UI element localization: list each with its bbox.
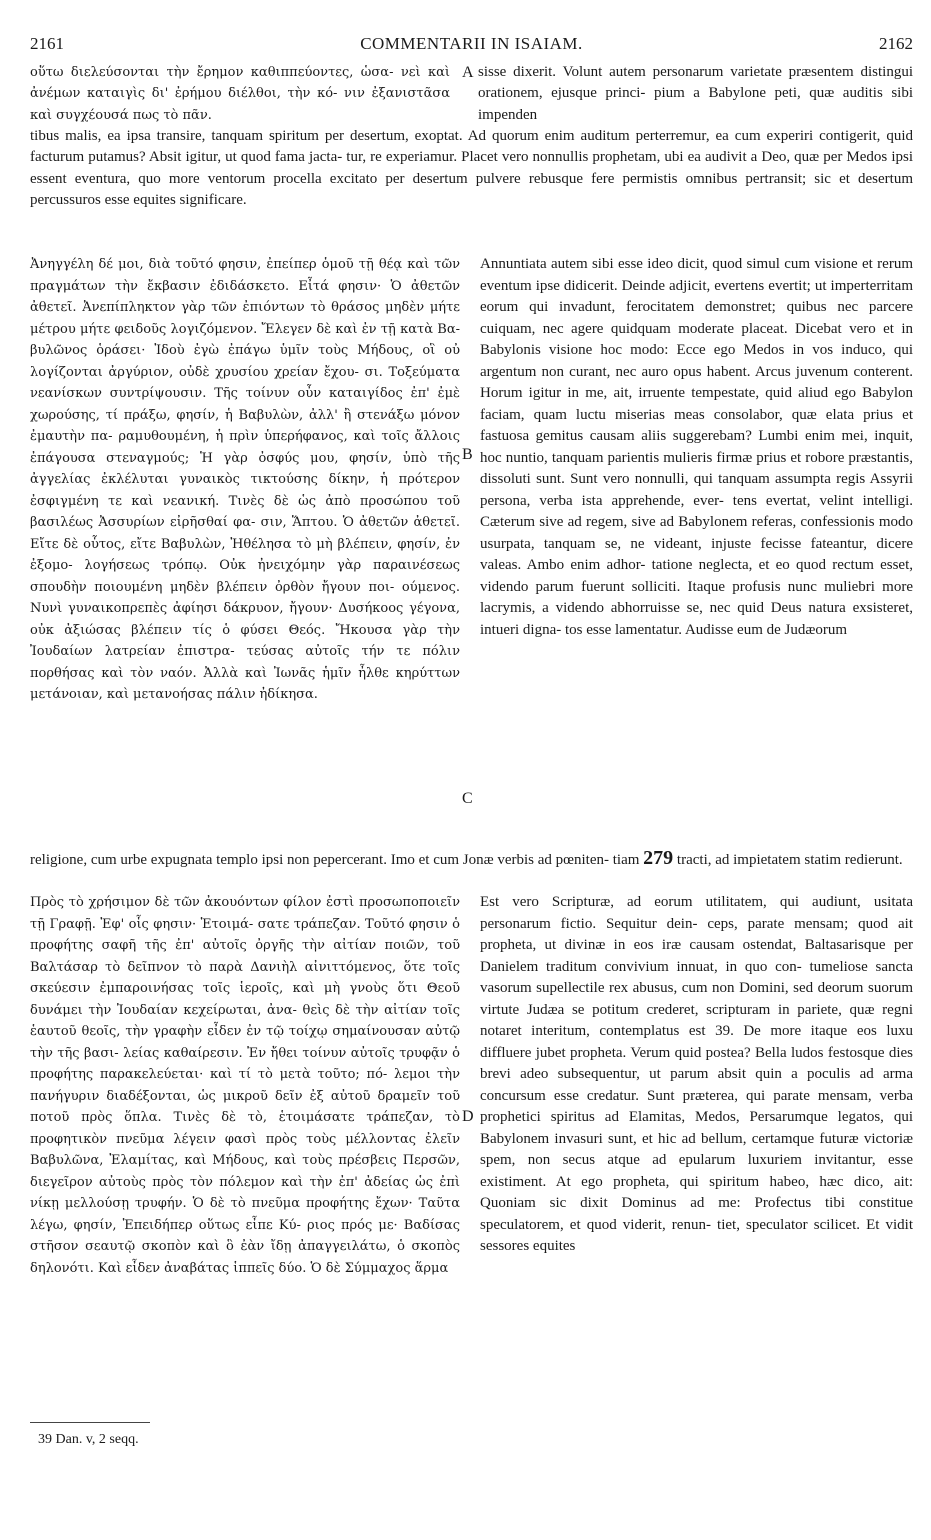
margin-marker-d: D	[462, 1108, 474, 1125]
greek-paragraph-2: Ἀνηγγέλη δέ μοι, διὰ τοῦτό φησιν, ἐπείπερ ὁμοῦ τῇ θέᾳ καὶ τῶν πραγμάτων τὴν ἔκβασιν ἐδιδάσκετο. Εἶτά φησιν· Ὁ ἀθετῶν ἀθετεῖ. Ἀνεπίπληκτον γὰρ τῶν ἐπιόντων τὸ θράσος μηδὲν μήτε μέτρου μήτε φειδοῦς λογιζόμενον. Ἔλεγεν δὲ καὶ ἐν τῇ κατὰ Βα- βυλῶνος ὁράσει· Ἰδοὺ ἐγὼ ἐπάγω ὑμῖν τοὺς Μήδους, οἳ οὐ λογίζονται ἀργύριον, οὐδὲ χρυσίου χρείαν ἔχου- σι. Τοξεύματα νεανίσκων συντρίψουσιν. Τῆς τοίνυν οὖν καταιγίδος ἐπ' ἐμὲ χωρούσης, τί πράξω, φησίν, ἡ Βαβυλὼν, ἀλλ' ἢ στενάξω μόνον ἐμαυτὴν πα- ραμυθουμένη, ἡ πρὶν ὑπερήφανος, καὶ τοῖς ἄλλοις ἐπάγουσα στεναγμούς; Ἡ γὰρ ὀσφύς μου, φησίν, ὑπὸ τῆς ἀγγελίας ἐκλέλυται γυναικὸς τικτούσης δίκην, ἡ πρότερον ἐσφιγμένη τε καὶ νεανική. Τινὲς δὲ ὡς ἀπὸ προσώπου τοῦ βασιλέως Ἀσσυρίων εἰρῆσθαί φα- σιν, Ἅπτου. Ὁ ἀθετῶν ἀθετεῖ. Εἴτε δὲ οὗτος, εἴτε Βαβυλὼν, Ἠθέλησα τὸ μὴ βλέπειν, φησίν, ἐν ἐξομο- λογήσεως τρόπῳ. Οὐκ ἠνειχόμην γὰρ παραινέσεως σπουδὴν ποιουμένη μηδὲν βλέπειν ὀρθὸν ἤγουν ποι- ούμενος. Νυνὶ γυναικοπρεπὲς ἀφίησι δάκρυον, ἤγουν· Δυσήκοος γέγονα, οὐκ ἀξιώσας βλέπειν τίς ὁ φύσει Θεός. Ἤκουσα γὰρ τὴν Ἰουδαίων λατρείαν ἐπιστρα- τεύσας αὐτοῖς τήν τε πόλιν πορθήσας καὶ τὸν ναόν. Ἀλλὰ καὶ Ἰωνᾶς ἡμῖν ἦλθε κηρύττων μετάνοιαν, καὶ μετανοήσας πάλιν ἠδίκησα.	[30, 257, 460, 702]
running-header	[30, 34, 913, 58]
latin-full-width-1: tibus malis, ea ipsa transire, tanquam spiritum per desertum, exoptat. Ad quorum enim auditum perterremur, ea cum experiri contigerit, quid facturum putamus? Absit igitur, ut quod fama jacta- tur, re experiamur. Placet vero nonnullis prophetam, ubi ea audivit a Deo, quæ per Medos ipsi essent eventura, quo more ventorum procella excitato per desertum pulvere rebusque fere permistis omnibus pertransit; sic et desertum percussuros esse equites significare.	[30, 128, 913, 209]
latin-paragraph-1: sisse dixerit. Volunt autem personarum varietate præsentem distingui orationem, ejusque princi- pium a Babylone peti, quæ auditis sibi impenden	[478, 64, 913, 123]
right-column-number: 2162	[879, 34, 913, 53]
latin-paragraph-2: Annuntiata autem sibi esse ideo dicit, quod simul cum visione et rerum eventum ipse didicerit. Deinde adjicit, evertens evertit; ut imperterritam eorum qui invadunt, ferocitatem demonstret; quibus nec parcere cuiquam, nec agere quidquam moderate placeat. Dicebat vero et in Babylonis visione hoc modo: Ecce ego Medos in vos induco, qui argentum non curant, nec auro opus habent. Arcus juvenum conterent. Horum igitur in me, ait, irruente tempestate, quid aliud ego Babylon faciam, quam luctu miserias meas consolabor, quæ elata prius et fastuosa gemitus causam aliis suggerebam? Lumbi enim mei, inquit, hoc nuntio, tanquam parientis mulieris firmæ prius et robore præstantis, dissoluti sunt. Sunt vero nonnulli, qui tanquam assumpta regis Assyrii persona, verba ista apprehende, ever- tens evertat, velint intelligi. Cæterum sive ad regem, sive ad Babylonem referas, confessionis modo usurpata, tanquam se, ne videant, injuste fecisse fateantur, dicere valeas. Ambo enim adhor- tatione neglecta, et eo quod rectum esset, videndo parum fuerunt solliciti. Itaque profusis nunc muliebri more lacrymis, a videndo abhorruisse se, nec quid Deus natura exsisteret, intueri digna- tos esse lamentatur. Audisse eum de Judæorum	[480, 256, 913, 638]
latin-paragraph-3: Est vero Scripturæ, ad eorum utilitatem, qui audiunt, usitata personarum fictio. Sequitur dein- ceps, parate mensam; quod ait propheta, ut divinæ in eos iræ causam ostendat, Baltasarisque per Danielem traditum convivium innuat, in quo con- tumeliose sancta vasorum supellectile rex abusus, cum non Domini, sed deorum suorum virtute Judæa se potitum crederet, scripturam in pariete, quæ regni notaret interitum, contemplatus est 39. De more itaque eos luxu diffluere jubet propheta. Verum quid postea? Bella ludos festosque dies brevi adeo subsequentur, ut parum absit quin a poculis ad arma concursum esse credatur. Sunt præterea, qui parate mensam, verba prophetici spiritus ad Elamitas, Medos, Persarumque legatos, qui Babylonem invasuri sunt, et hic ad bellum, certamque futuræ victoriæ spem, non secus atque ad epularum luxuriem invitantur, esse existiment. At ego propheta, qui spiritum habeo, hæc dico, ait: Quoniam sic dixit Dominus ad me: Profectus tibi constitue speculatorem, et quod viderit, renun- tiet, speculator scilicet. Et vidit sessores equites	[480, 894, 913, 1254]
latin-full-width-2-tail: tracti, ad impietatem statim redierunt.	[676, 852, 903, 868]
left-column-number: 2161	[30, 34, 64, 53]
footnote-rule	[30, 1422, 150, 1423]
greek-paragraph-1: οὕτω διελεύσονται τὴν ἔρημον καθιππεύοντες, ὡσα- νεὶ καὶ ἀνέμων καταιγὶς δι' ἐρήμου διέλθοι, τὴν κό- νιν ἐξανιστᾶσα καὶ συγχέουσά πως τὸ πᾶν.	[30, 65, 450, 123]
column-number-279: 279	[643, 847, 674, 869]
margin-marker-a: A	[462, 64, 474, 81]
margin-marker-b: B	[462, 446, 473, 463]
greek-paragraph-3: Πρὸς τὸ χρήσιμον δὲ τῶν ἀκουόντων φίλον ἐστὶ προσωποποιεῖν τῇ Γραφῇ. Ἐφ' οἷς φησιν· Ἑτοιμά- σατε τράπεζαν. Τοῦτό φησιν ὁ προφήτης σαφῆ τῆς ἐπ' αὐτοῖς ὀργῆς τὴν αἰτίαν ποιῶν, τοῦ Βαλτάσαρ τὸ δεῖπνον τὸ παρὰ Δανιὴλ αἰνιττόμενος, ὅτε τοῖς σκεύεσιν ἐμπαροινήσας τοῖς ἱεροῖς, καὶ μὴ γνοὺς ὅτι Θεοῦ δυνάμει τὴν Ἰουδαίαν κεχείρωται, ἀνα- θεὶς δὲ τὴν αἰτίαν τοῖς ἑαυτοῦ θεοῖς, τὴν γραφὴν εἶδεν ἐν τῷ τοίχῳ σημαίνουσαν αὐτῷ τὴν τῆς βασι- λείας καθαίρεσιν. Ἐν ἤθει τοίνυν αὐτοῖς τρυφᾷν ὁ προφήτης παρακελεύεται· καὶ τί τὸ μετὰ τοῦτο; πό- λεμοι τὴν πανήγυριν διαδέξονται, ὡς μικροῦ δεῖν ἐξ αὐτοῦ δραμεῖν τοῦ ποτοῦ πρὸς ὅπλα. Τινὲς δὲ τὸ, ἑτοιμάσατε τράπεζαν, τὸ προφητικὸν πνεῦμα λέγειν φασὶ πρὸς τοὺς μέλλοντας ἐλεῖν Βαβυλῶνα, Ἐλαμίτας, καὶ Μήδους, καὶ τοὺς πρέσβεις Περσῶν, διεγεῖρον αὐτοὺς πρὸς τὸν πόλεμον καὶ τὴν ἐπ' ἀδείας ὡς ἐπὶ νίκῃ μελλούσῃ τρυφήν. Ὁ δὲ τὸ πνεῦμα προφήτης ἔχων· Ταῦτα λέγω, φησίν, Ἐπειδήπερ οὕτως εἶπε Κύ- ριος πρός με· Βαδίσας στῆσον σεαυτῷ σκοπὸν καὶ ὃ ἐὰν ἴδῃ ἀπαγγειλάτω, ὁ σκοπὸς δηλονότι. Καὶ εἶδεν ἀναβάτας ἱππεῖς δύο. Ὁ δὲ Σύμμαχος ἅρμα	[30, 895, 460, 1276]
margin-marker-c: C	[462, 790, 473, 807]
latin-full-width-2	[30, 848, 913, 871]
page-title: COMMENTARII IN ISAIAM.	[360, 34, 583, 53]
latin-full-width-2-text: religione, cum urbe expugnata templo ipsi non pepercerant. Imo et cum Jonæ verbis ad pœniten- tiam	[30, 852, 640, 868]
footnote: 39 Dan. v, 2 seqq.	[38, 1432, 139, 1447]
